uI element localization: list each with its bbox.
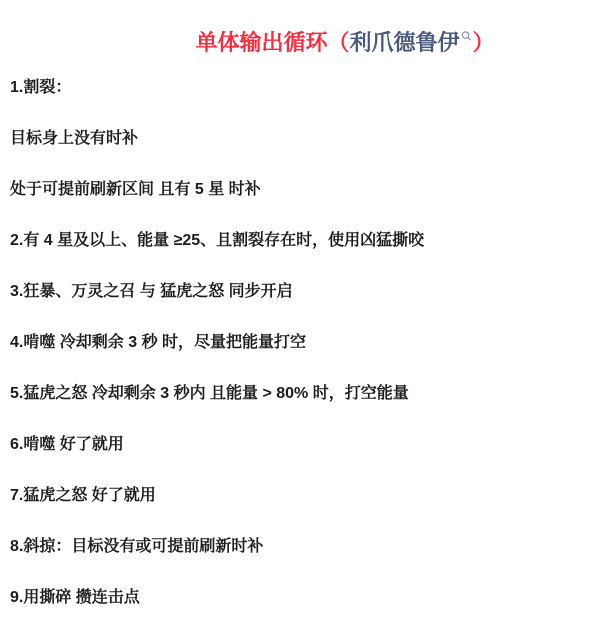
step-line: 7.猛虎之怒 好了就用 <box>10 487 156 504</box>
step-line: 目标身上没有时补 <box>10 130 139 147</box>
step-line: 1.割裂： <box>10 79 72 96</box>
step-line: 处于可提前刷新区间 且有 5 星 时补 <box>10 181 261 198</box>
title-prefix: 单体输出循环（ <box>195 30 350 55</box>
step-line: 2.有 4 星及以上、能量 ≥25、且割裂存在时，使用凶猛撕咬 <box>10 232 425 249</box>
page-title <box>0 0 600 54</box>
search-icon[interactable] <box>461 30 472 42</box>
step-line: 5.猛虎之怒 冷却剩余 3 秒内 且能量 > 80% 时，打空能量 <box>10 385 409 402</box>
rotation-steps <box>0 80 600 606</box>
step-line: 4.啃噬 冷却剩余 3 秒 时，尽量把能量打空 <box>10 334 307 351</box>
step-line: 9.用撕碎 攒连击点 <box>10 589 140 606</box>
spec-term-link[interactable]: 利爪德鲁伊 <box>349 30 460 55</box>
step-line: 8.斜掠：目标没有或可提前刷新时补 <box>10 538 264 555</box>
step-line: 3.狂暴、万灵之召 与 猛虎之怒 同步开启 <box>10 283 293 300</box>
title-suffix: ） <box>472 30 495 55</box>
step-line: 6.啃噬 好了就用 <box>10 436 124 453</box>
